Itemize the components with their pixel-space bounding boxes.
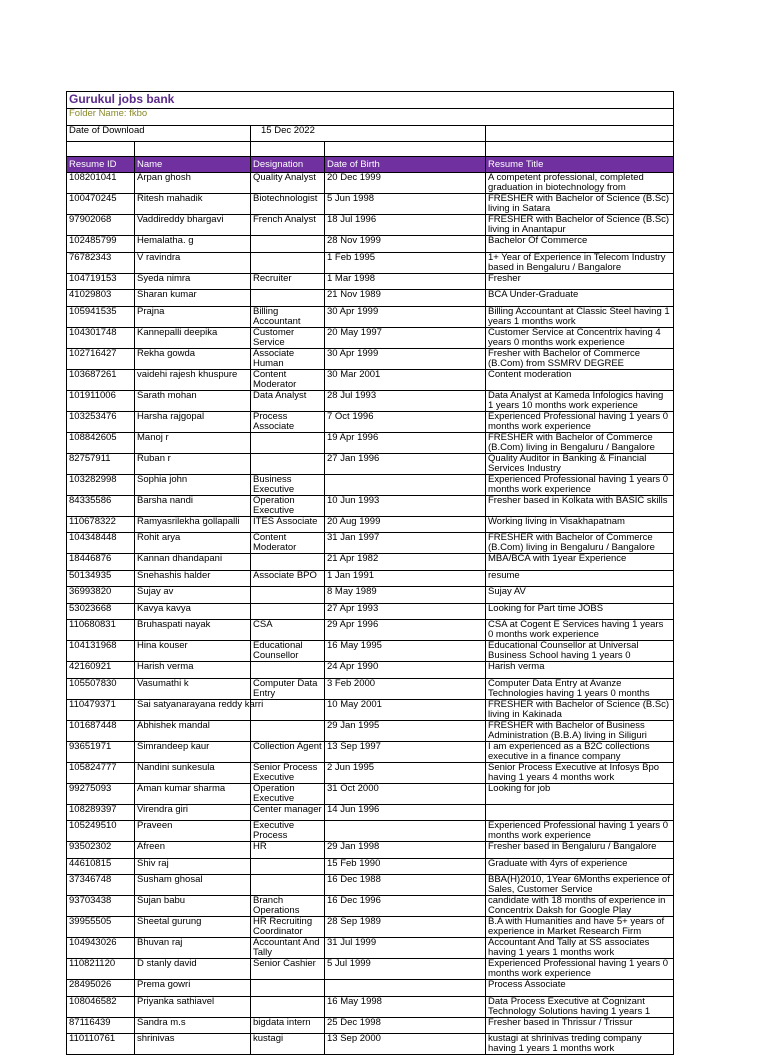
resume-title-cell: Billing Accountant at Classic Steel having 1 years 1 months work bbox=[486, 306, 674, 327]
column-header-resume-title: Resume Title bbox=[486, 157, 674, 173]
date-of-birth-cell: 31 Oct 2000 bbox=[325, 783, 486, 804]
date-of-birth-cell: 24 Apr 1990 bbox=[325, 662, 486, 679]
designation-cell: Branch Operations bbox=[251, 896, 325, 917]
resume-title-cell: CSA at Cogent E Services having 1 years 0 months work experience bbox=[486, 620, 674, 641]
resume-title-cell: FRESHER with Bachelor of Commerce (B.Com) living in Bengaluru / Bangalore bbox=[486, 432, 674, 453]
resume-id-cell: 104301748 bbox=[67, 327, 135, 348]
download-date: 15 Dec 2022 bbox=[251, 125, 486, 142]
designation-cell: Senior Cashier bbox=[251, 959, 325, 980]
date-of-birth-cell: 31 Jul 1999 bbox=[325, 938, 486, 959]
date-of-birth-cell: 16 May 1995 bbox=[325, 641, 486, 662]
date-of-birth-cell: 1 Feb 1995 bbox=[325, 252, 486, 273]
name-cell: Sharan kumar bbox=[135, 290, 251, 307]
name-cell: Rohit arya bbox=[135, 533, 251, 554]
table-row bbox=[67, 620, 674, 641]
designation-cell: HR bbox=[251, 842, 325, 859]
name-cell: vaidehi rajesh khuspure bbox=[135, 369, 251, 390]
empty-cell bbox=[135, 142, 251, 157]
designation-cell: Executive Process bbox=[251, 821, 325, 842]
table-row bbox=[67, 662, 674, 679]
table-row bbox=[67, 938, 674, 959]
resume-title-cell: 1+ Year of Experience in Telecom Industry based in Bengaluru / Bangalore bbox=[486, 252, 674, 273]
resume-title-cell: Sujay AV bbox=[486, 587, 674, 604]
resume-title-cell: BBA(H)2010, 1Year 6Months experience of Sales, Customer Service bbox=[486, 875, 674, 896]
name-cell: Kavya kavya bbox=[135, 603, 251, 620]
table-row bbox=[67, 516, 674, 533]
designation-cell bbox=[251, 236, 325, 253]
date-of-birth-cell: 30 Apr 1999 bbox=[325, 306, 486, 327]
resume-id-cell: 84335586 bbox=[67, 495, 135, 516]
table-row bbox=[67, 804, 674, 821]
table-row bbox=[67, 875, 674, 896]
date-of-birth-cell bbox=[325, 821, 486, 842]
resume-id-cell: 82757911 bbox=[67, 453, 135, 474]
designation-cell: Associate BPO bbox=[251, 570, 325, 587]
resume-id-cell: 28495026 bbox=[67, 980, 135, 997]
designation-cell: Computer Data Entry bbox=[251, 678, 325, 699]
resume-title-cell: candidate with 18 months of experience in Concentrix Daksh for Google Play bbox=[486, 896, 674, 917]
resume-title-cell: Experienced Professional having 1 years 0 months work experience bbox=[486, 821, 674, 842]
resume-id-cell: 105249510 bbox=[67, 821, 135, 842]
empty-cell bbox=[325, 142, 486, 157]
resume-title-cell: Experienced Professional having 1 years 0 months work experience bbox=[486, 474, 674, 495]
designation-cell: Customer Service bbox=[251, 327, 325, 348]
table-row bbox=[67, 306, 674, 327]
resume-id-cell: 110479371 bbox=[67, 699, 135, 720]
name-cell: D stanly david bbox=[135, 959, 251, 980]
designation-cell bbox=[251, 432, 325, 453]
table-row bbox=[67, 858, 674, 875]
designation-cell bbox=[251, 554, 325, 571]
date-of-birth-cell: 14 Jun 1996 bbox=[325, 804, 486, 821]
name-cell: Kannepalli deepika bbox=[135, 327, 251, 348]
name-cell: Virendra giri bbox=[135, 804, 251, 821]
resume-id-cell: 97902068 bbox=[67, 215, 135, 236]
table-row bbox=[67, 215, 674, 236]
name-cell: Sheetal gurung bbox=[135, 917, 251, 938]
resume-id-cell: 103282998 bbox=[67, 474, 135, 495]
resume-id-cell: 93703438 bbox=[67, 896, 135, 917]
date-of-birth-cell: 29 Apr 1996 bbox=[325, 620, 486, 641]
resume-id-cell: 105941535 bbox=[67, 306, 135, 327]
name-cell: Sandra m.s bbox=[135, 1017, 251, 1034]
name-cell: Bruhaspati nayak bbox=[135, 620, 251, 641]
designation-cell: Business Executive bbox=[251, 474, 325, 495]
date-of-birth-cell bbox=[325, 474, 486, 495]
resume-id-cell: 108289397 bbox=[67, 804, 135, 821]
designation-cell bbox=[251, 290, 325, 307]
resume-title-cell: Experienced Professional having 1 years 0 months work experience bbox=[486, 959, 674, 980]
date-of-birth-cell: 28 Nov 1999 bbox=[325, 236, 486, 253]
resume-title-cell: I am experienced as a B2C collections executive in a finance company bbox=[486, 741, 674, 762]
column-header-designation: Designation bbox=[251, 157, 325, 173]
name-cell: Praveen bbox=[135, 821, 251, 842]
designation-cell: Recruiter bbox=[251, 273, 325, 290]
name-cell: Bhuvan raj bbox=[135, 938, 251, 959]
resume-id-cell: 100470245 bbox=[67, 194, 135, 215]
resume-title-cell: Quality Auditor in Banking & Financial Services Industry bbox=[486, 453, 674, 474]
designation-cell bbox=[251, 858, 325, 875]
date-of-birth-cell bbox=[325, 980, 486, 997]
resume-title-cell: FRESHER with Bachelor of Business Administration (B.B.A) living in Siliguri bbox=[486, 720, 674, 741]
table-row bbox=[67, 236, 674, 253]
name-cell: Ruban r bbox=[135, 453, 251, 474]
designation-cell bbox=[251, 453, 325, 474]
resume-id-cell: 39955505 bbox=[67, 917, 135, 938]
table-row bbox=[67, 980, 674, 997]
resume-id-cell: 110821120 bbox=[67, 959, 135, 980]
folder-row bbox=[67, 109, 674, 126]
resume-id-cell: 102716427 bbox=[67, 348, 135, 369]
resume-id-cell: 108842605 bbox=[67, 432, 135, 453]
table-row bbox=[67, 390, 674, 411]
resume-id-cell: 108201041 bbox=[67, 173, 135, 194]
date-of-birth-cell: 27 Apr 1993 bbox=[325, 603, 486, 620]
resume-title-cell: Content moderation bbox=[486, 369, 674, 390]
name-cell: Nandini sunkesula bbox=[135, 762, 251, 783]
designation-cell: Center manager bbox=[251, 804, 325, 821]
resume-id-cell: 105507830 bbox=[67, 678, 135, 699]
designation-cell: kustagi bbox=[251, 1034, 325, 1055]
resume-title-cell: FRESHER with Bachelor of Science (B.Sc) living in Kakinada bbox=[486, 699, 674, 720]
designation-cell bbox=[251, 996, 325, 1017]
table-row bbox=[67, 194, 674, 215]
resume-id-cell: 36993820 bbox=[67, 587, 135, 604]
name-cell: Shiv raj bbox=[135, 858, 251, 875]
date-of-birth-cell: 20 Dec 1999 bbox=[325, 173, 486, 194]
header-row bbox=[67, 157, 674, 173]
designation-cell: French Analyst bbox=[251, 215, 325, 236]
resume-title-cell: Fresher based in Kolkata with BASIC skills bbox=[486, 495, 674, 516]
name-cell: Simrandeep kaur bbox=[135, 741, 251, 762]
table-row bbox=[67, 453, 674, 474]
resume-id-cell: 76782343 bbox=[67, 252, 135, 273]
resume-title-cell: FRESHER with Bachelor of Science (B.Sc) living in Anantapur bbox=[486, 215, 674, 236]
date-of-birth-cell: 10 Jun 1993 bbox=[325, 495, 486, 516]
name-cell: Rekha gowda bbox=[135, 348, 251, 369]
name-cell: Prajna bbox=[135, 306, 251, 327]
resume-title-cell: Accountant And Tally at SS associates having 1 years 1 months work bbox=[486, 938, 674, 959]
table-row bbox=[67, 720, 674, 741]
designation-cell bbox=[251, 603, 325, 620]
name-cell: Afreen bbox=[135, 842, 251, 859]
designation-cell bbox=[251, 875, 325, 896]
name-cell: Harish verma bbox=[135, 662, 251, 679]
name-cell: Sujay av bbox=[135, 587, 251, 604]
resume-id-cell: 41029803 bbox=[67, 290, 135, 307]
resume-title-cell: Process Associate bbox=[486, 980, 674, 997]
designation-cell: Operation Executive bbox=[251, 495, 325, 516]
date-of-birth-cell: 29 Jan 1995 bbox=[325, 720, 486, 741]
table-row bbox=[67, 587, 674, 604]
resume-title-cell: BCA Under-Graduate bbox=[486, 290, 674, 307]
date-of-birth-cell: 30 Mar 2001 bbox=[325, 369, 486, 390]
date-of-birth-cell: 21 Apr 1982 bbox=[325, 554, 486, 571]
designation-cell bbox=[251, 720, 325, 741]
table-row bbox=[67, 495, 674, 516]
table-row bbox=[67, 252, 674, 273]
table-row bbox=[67, 741, 674, 762]
name-cell: shrinivas bbox=[135, 1034, 251, 1055]
table-row bbox=[67, 1017, 674, 1034]
date-of-birth-cell: 18 Jul 1996 bbox=[325, 215, 486, 236]
resume-id-cell: 53023668 bbox=[67, 603, 135, 620]
date-of-birth-cell: 16 Dec 1996 bbox=[325, 896, 486, 917]
table-row bbox=[67, 783, 674, 804]
table-row bbox=[67, 842, 674, 859]
designation-cell: Content Moderator bbox=[251, 369, 325, 390]
designation-cell: Accountant And Tally bbox=[251, 938, 325, 959]
designation-cell: Data Analyst bbox=[251, 390, 325, 411]
resume-title-cell: Fresher with Bachelor of Commerce (B.Com) from SSMRV DEGREE bbox=[486, 348, 674, 369]
resume-title-cell: Fresher based in Bengaluru / Bangalore bbox=[486, 842, 674, 859]
table-row bbox=[67, 678, 674, 699]
name-cell: Vasumathi k bbox=[135, 678, 251, 699]
folder-name: Folder Name: fkbo bbox=[67, 109, 674, 126]
date-of-birth-cell: 16 Dec 1988 bbox=[325, 875, 486, 896]
resume-table bbox=[66, 91, 674, 1055]
date-of-birth-cell: 31 Jan 1997 bbox=[325, 533, 486, 554]
designation-cell: Collection Agent bbox=[251, 741, 325, 762]
designation-cell: Billing Accountant bbox=[251, 306, 325, 327]
table-row bbox=[67, 996, 674, 1017]
name-cell: Snehashis halder bbox=[135, 570, 251, 587]
table-row bbox=[67, 369, 674, 390]
date-of-birth-cell: 8 May 1989 bbox=[325, 587, 486, 604]
resume-title-cell: Educational Counsellor at Universal Business School having 1 years 0 bbox=[486, 641, 674, 662]
date-of-birth-cell: 13 Sep 2000 bbox=[325, 1034, 486, 1055]
empty-cell bbox=[67, 142, 135, 157]
resume-id-cell: 37346748 bbox=[67, 875, 135, 896]
table-row bbox=[67, 432, 674, 453]
resume-id-cell: 99275093 bbox=[67, 783, 135, 804]
table-row bbox=[67, 348, 674, 369]
name-cell: Sarath mohan bbox=[135, 390, 251, 411]
resume-id-cell: 104131968 bbox=[67, 641, 135, 662]
name-cell: Sai satyanarayana reddy karri bbox=[135, 699, 251, 720]
resume-title-cell: Customer Service at Concentrix having 4 years 0 months work experience bbox=[486, 327, 674, 348]
table-row bbox=[67, 641, 674, 662]
designation-cell: Process Associate bbox=[251, 411, 325, 432]
name-cell: Ritesh mahadik bbox=[135, 194, 251, 215]
name-cell: Sujan babu bbox=[135, 896, 251, 917]
table-row bbox=[67, 821, 674, 842]
designation-cell: CSA bbox=[251, 620, 325, 641]
designation-cell: Quality Analyst bbox=[251, 173, 325, 194]
spacer-row bbox=[67, 142, 674, 157]
designation-cell bbox=[251, 980, 325, 997]
resume-id-cell: 110678322 bbox=[67, 516, 135, 533]
name-cell: Harsha rajgopal bbox=[135, 411, 251, 432]
date-of-birth-cell: 16 May 1998 bbox=[325, 996, 486, 1017]
designation-cell: Biotechnologist bbox=[251, 194, 325, 215]
date-of-birth-cell: 5 Jul 1999 bbox=[325, 959, 486, 980]
resume-id-cell: 18446876 bbox=[67, 554, 135, 571]
designation-cell: HR Recruiting Coordinator bbox=[251, 917, 325, 938]
resume-id-cell: 87116439 bbox=[67, 1017, 135, 1034]
table-row bbox=[67, 554, 674, 571]
empty-cell bbox=[251, 142, 325, 157]
resume-title-cell: Experienced Professional having 1 years 0 months work experience bbox=[486, 411, 674, 432]
column-header-date-of-birth: Date of Birth bbox=[325, 157, 486, 173]
resume-id-cell: 93651971 bbox=[67, 741, 135, 762]
designation-cell bbox=[251, 587, 325, 604]
table-row bbox=[67, 917, 674, 938]
resume-id-cell: 101687448 bbox=[67, 720, 135, 741]
resume-title-cell: Harish verma bbox=[486, 662, 674, 679]
date-of-birth-cell: 29 Jan 1998 bbox=[325, 842, 486, 859]
date-of-birth-cell: 21 Nov 1989 bbox=[325, 290, 486, 307]
resume-id-cell: 105824777 bbox=[67, 762, 135, 783]
resume-title-cell: Working living in Visakhapatnam bbox=[486, 516, 674, 533]
name-cell: Aman kumar sharma bbox=[135, 783, 251, 804]
resume-title-cell: Bachelor Of Commerce bbox=[486, 236, 674, 253]
date-of-birth-cell: 27 Jan 1996 bbox=[325, 453, 486, 474]
resume-title-cell: Data Process Executive at Cognizant Technology Solutions having 1 years 1 bbox=[486, 996, 674, 1017]
date-of-birth-cell: 28 Jul 1993 bbox=[325, 390, 486, 411]
date-of-birth-cell: 28 Sep 1989 bbox=[325, 917, 486, 938]
designation-cell bbox=[251, 662, 325, 679]
resume-title-cell: Fresher based in Thrissur / Trissur bbox=[486, 1017, 674, 1034]
resume-id-cell: 104719153 bbox=[67, 273, 135, 290]
table-row bbox=[67, 474, 674, 495]
designation-cell: Content Moderator bbox=[251, 533, 325, 554]
resume-id-cell: 104943026 bbox=[67, 938, 135, 959]
resume-title-cell: Looking for Part time JOBS bbox=[486, 603, 674, 620]
resume-id-cell: 104348448 bbox=[67, 533, 135, 554]
designation-cell: Associate Human bbox=[251, 348, 325, 369]
resume-title-cell bbox=[486, 804, 674, 821]
designation-cell: Operation Executive bbox=[251, 783, 325, 804]
table-row bbox=[67, 762, 674, 783]
resume-title-cell: Fresher bbox=[486, 273, 674, 290]
name-cell: Syeda nimra bbox=[135, 273, 251, 290]
resume-id-cell: 101911006 bbox=[67, 390, 135, 411]
date-of-birth-cell: 3 Feb 2000 bbox=[325, 678, 486, 699]
designation-cell: bigdata intern bbox=[251, 1017, 325, 1034]
date-of-birth-cell: 30 Apr 1999 bbox=[325, 348, 486, 369]
name-cell: Hina kouser bbox=[135, 641, 251, 662]
name-cell: Vaddireddy bhargavi bbox=[135, 215, 251, 236]
date-of-birth-cell: 19 Apr 1996 bbox=[325, 432, 486, 453]
resume-id-cell: 102485799 bbox=[67, 236, 135, 253]
table-row bbox=[67, 959, 674, 980]
date-of-birth-cell: 1 Mar 1998 bbox=[325, 273, 486, 290]
resume-id-cell: 110680831 bbox=[67, 620, 135, 641]
resume-title-cell: B.A with Humanities and have 5+ years of experience in Market Research Firm bbox=[486, 917, 674, 938]
sheet-title: Gurukul jobs bank bbox=[67, 92, 674, 109]
resume-title-cell: FRESHER with Bachelor of Science (B.Sc) living in Satara bbox=[486, 194, 674, 215]
name-cell: Kannan dhandapani bbox=[135, 554, 251, 571]
date-of-birth-cell: 1 Jan 1991 bbox=[325, 570, 486, 587]
name-cell: Manoj r bbox=[135, 432, 251, 453]
download-label: Date of Download bbox=[67, 125, 251, 142]
table-row bbox=[67, 290, 674, 307]
table-row bbox=[67, 533, 674, 554]
resume-title-cell: resume bbox=[486, 570, 674, 587]
table-row bbox=[67, 411, 674, 432]
date-of-birth-cell: 10 May 2001 bbox=[325, 699, 486, 720]
name-cell: Priyanka sathiavel bbox=[135, 996, 251, 1017]
resume-id-cell: 110110761 bbox=[67, 1034, 135, 1055]
name-cell: Abhishek mandal bbox=[135, 720, 251, 741]
table-row bbox=[67, 1034, 674, 1055]
download-row bbox=[67, 125, 674, 142]
resume-id-cell: 103253476 bbox=[67, 411, 135, 432]
name-cell: Ramyasrilekha gollapalli bbox=[135, 516, 251, 533]
date-of-birth-cell: 25 Dec 1998 bbox=[325, 1017, 486, 1034]
name-cell: Arpan ghosh bbox=[135, 173, 251, 194]
table-row bbox=[67, 896, 674, 917]
resume-title-cell: Graduate with 4yrs of experience bbox=[486, 858, 674, 875]
table-row bbox=[67, 273, 674, 290]
date-of-birth-cell: 15 Feb 1990 bbox=[325, 858, 486, 875]
date-of-birth-cell: 20 May 1997 bbox=[325, 327, 486, 348]
name-cell: Prema gowri bbox=[135, 980, 251, 997]
designation-cell: Senior Process Executive bbox=[251, 762, 325, 783]
designation-cell bbox=[251, 252, 325, 273]
name-cell: Susham ghosal bbox=[135, 875, 251, 896]
resume-title-cell: Senior Process Executive at Infosys Bpo having 1 years 4 months work bbox=[486, 762, 674, 783]
table-row bbox=[67, 603, 674, 620]
resume-id-cell: 108046582 bbox=[67, 996, 135, 1017]
resume-id-cell: 44610815 bbox=[67, 858, 135, 875]
date-of-birth-cell: 5 Jun 1998 bbox=[325, 194, 486, 215]
resume-title-cell: FRESHER with Bachelor of Commerce (B.Com) living in Bengaluru / Bangalore bbox=[486, 533, 674, 554]
name-cell: Barsha nandi bbox=[135, 495, 251, 516]
column-header-resume-id: Resume ID bbox=[67, 157, 135, 173]
date-of-birth-cell: 20 Aug 1999 bbox=[325, 516, 486, 533]
table-row bbox=[67, 699, 674, 720]
resume-title-cell: Computer Data Entry at Avanze Technologies having 1 years 0 months bbox=[486, 678, 674, 699]
name-cell: V ravindra bbox=[135, 252, 251, 273]
resume-id-cell: 50134935 bbox=[67, 570, 135, 587]
table-row bbox=[67, 173, 674, 194]
name-cell: Sophia john bbox=[135, 474, 251, 495]
empty-cell bbox=[486, 125, 674, 142]
resume-id-cell: 103687261 bbox=[67, 369, 135, 390]
resume-title-cell: kustagi at shrinivas treding company having 1 years 1 months work bbox=[486, 1034, 674, 1055]
name-cell: Hemalatha. g bbox=[135, 236, 251, 253]
empty-cell bbox=[486, 142, 674, 157]
date-of-birth-cell: 7 Oct 1996 bbox=[325, 411, 486, 432]
title-row bbox=[67, 92, 674, 109]
table-row bbox=[67, 570, 674, 587]
resume-id-cell: 42160921 bbox=[67, 662, 135, 679]
resume-id-cell: 93502302 bbox=[67, 842, 135, 859]
resume-title-cell: MBA/BCA with 1year Experience bbox=[486, 554, 674, 571]
column-header-name: Name bbox=[135, 157, 251, 173]
resume-title-cell: Data Analyst at Kameda Infologics having 1 years 10 months work experience bbox=[486, 390, 674, 411]
date-of-birth-cell: 13 Sep 1997 bbox=[325, 741, 486, 762]
resume-title-cell: A competent professional, completed graduation in biotechnology from bbox=[486, 173, 674, 194]
table-row bbox=[67, 327, 674, 348]
resume-title-cell: Looking for job bbox=[486, 783, 674, 804]
date-of-birth-cell: 2 Jun 1995 bbox=[325, 762, 486, 783]
designation-cell: Educational Counsellor bbox=[251, 641, 325, 662]
designation-cell: ITES Associate bbox=[251, 516, 325, 533]
